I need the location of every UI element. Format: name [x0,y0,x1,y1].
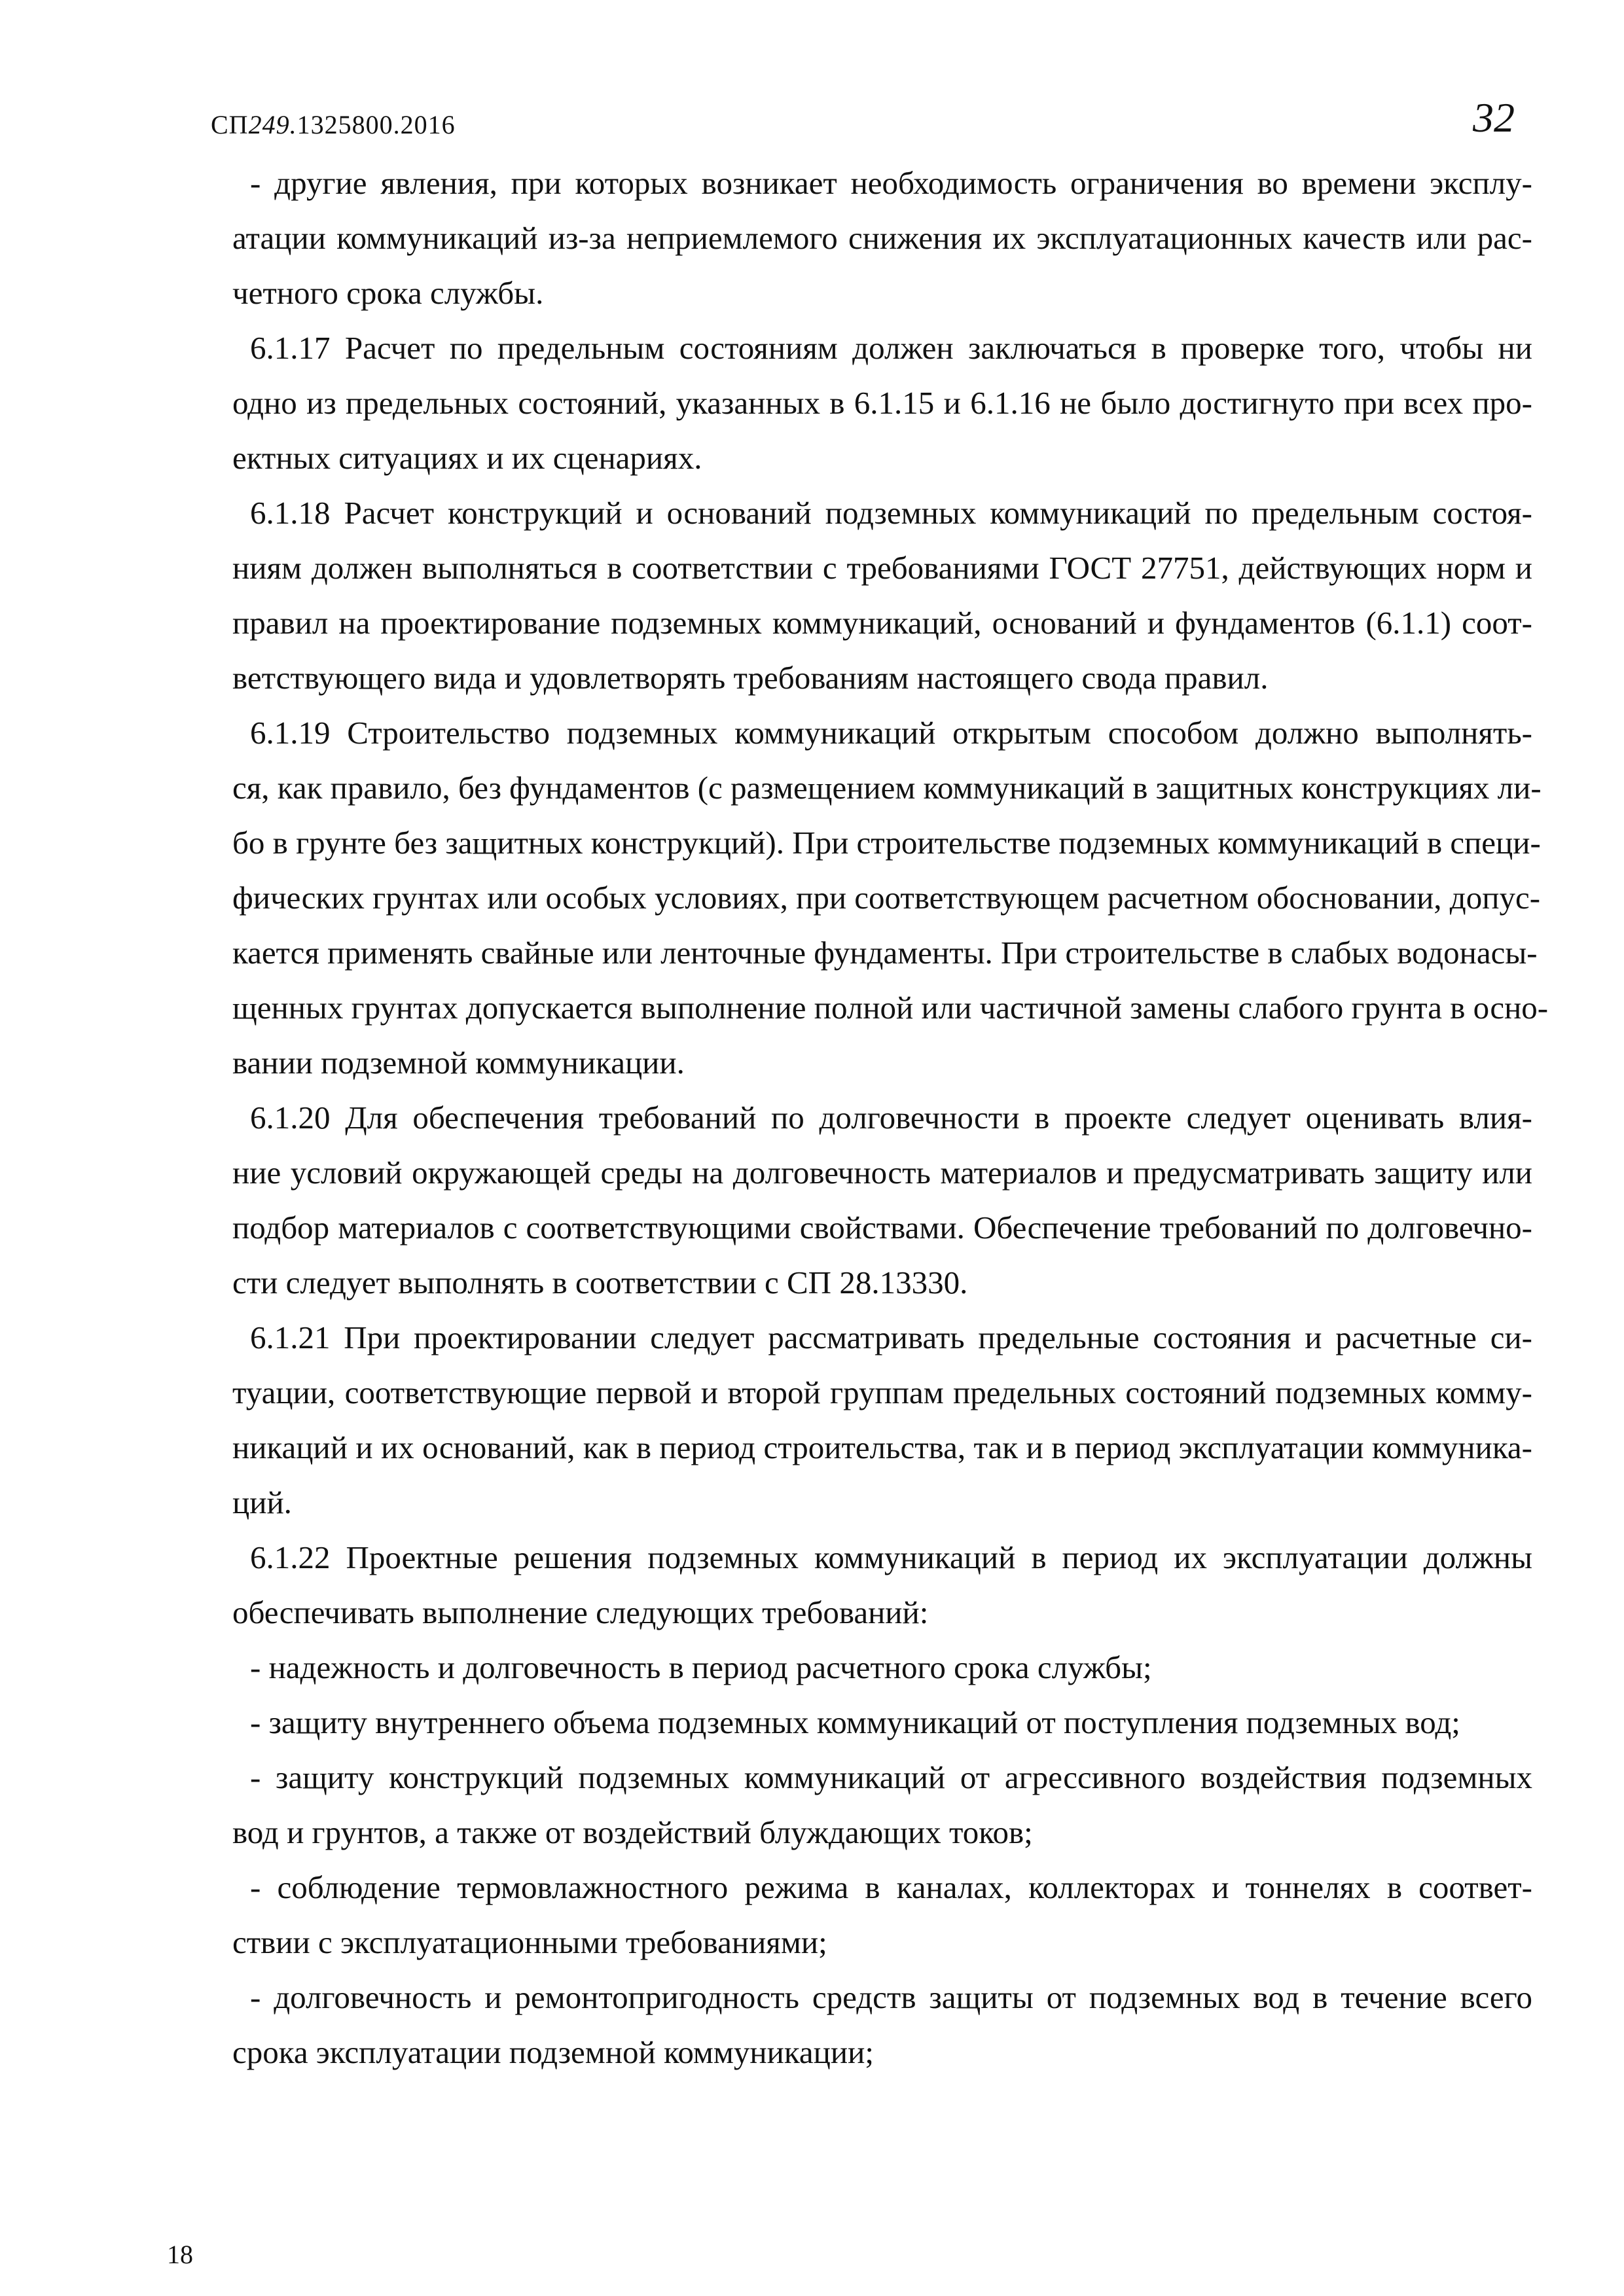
text-line: сти следует выполнять в соответствии с СП 28.13330. [232,1265,968,1300]
text-line: туации, соответствующие первой и второй группам предельных состояний подземных комму- [232,1374,1532,1410]
text-line: щенных грунтах допускается выполнение полной или частичной замены слабого грунта в осно- [232,990,1549,1026]
text-line: - защиту конструкций подземных коммуникаций от агрессивного воздействия подземных [250,1759,1532,1795]
page-number: 18 [167,2240,193,2269]
text-line: вод и грунтов, а также от воздействий блуждающих токов; [232,1814,1033,1850]
text-line: фических грунтах или особых условиях, при соответствующем расчетном обосновании, допус- [232,880,1541,916]
text-line: кается применять свайные или ленточные фундаменты. При строительстве в слабых водонасы- [232,935,1538,971]
document-code-handwritten: 249. [248,110,297,139]
text-line: ся, как правило, без фундаментов (с размещением коммуникаций в защитных конструкциях ли- [232,770,1542,806]
text-line: - надежность и долговечность в период расчетного срока службы; [250,1649,1152,1685]
text-line: бо в грунте без защитных конструкций). При строительстве подземных коммуникаций в специ- [232,825,1541,861]
document-code-suffix: 1325800.2016 [297,110,456,139]
document-code-prefix: СП [211,110,249,139]
text-line: 6.1.17 Расчет по предельным состояниям должен заключаться в проверке того, чтобы ни [250,330,1532,366]
text-line: ветствующего вида и удовлетворять требованиям настоящего свода правил. [232,660,1269,696]
text-line: четного срока службы. [232,275,544,311]
document-body [232,156,1549,2080]
text-line: 6.1.19 Строительство подземных коммуникаций открытым способом должно выполнять- [250,715,1532,751]
text-line: ниям должен выполняться в соответствии с требованиями ГОСТ 27751, действующих норм и [232,550,1532,586]
text-line: атации коммуникаций из-за неприемлемого снижения их эксплуатационных качеств или рас- [232,220,1532,256]
text-line: ектных ситуациях и их сценариях. [232,440,702,476]
text-line: - соблюдение термовлажностного режима в каналах, коллекторах и тоннелях в соответ- [250,1869,1532,1905]
text-line: 6.1.22 Проектные решения подземных коммуникаций в период их эксплуатации должны [250,1539,1532,1575]
text-line: подбор материалов с соответствующими свойствами. Обеспечение требований по долговечно- [232,1210,1532,1246]
text-line: - долговечность и ремонтопригодность средств защиты от подземных вод в течение всего [250,1979,1532,2015]
text-line: 6.1.21 При проектировании следует рассматривать предельные состояния и расчетные си- [250,1319,1532,1355]
text-line: правил на проектирование подземных коммуникаций, оснований и фундаментов (6.1.1) соот- [232,605,1532,641]
text-line: - другие явления, при которых возникает необходимость ограничения во времени эксплу- [250,165,1532,201]
text-line: срока эксплуатации подземной коммуникации; [232,2034,874,2070]
text-line: ствии с эксплуатационными требованиями; [232,1924,827,1960]
text-line: одно из предельных состояний, указанных в 6.1.15 и 6.1.16 не было достигнуто при всех про- [232,385,1532,421]
text-line: 6.1.18 Расчет конструкций и оснований подземных коммуникаций по предельным состоя- [250,495,1532,531]
text-line: ций. [232,1484,292,1520]
text-line: ние условий окружающей среды на долговечность материалов и предусматривать защиту или [232,1155,1532,1191]
text-line: никаций и их оснований, как в период строительства, так и в период эксплуатации коммуника- [232,1429,1532,1465]
handwritten-page-mark: 32 [1473,94,1515,141]
text-line: 6.1.20 Для обеспечения требований по долговечности в проекте следует оценивать влия- [250,1100,1532,1136]
document-code [211,109,456,141]
text-line: обеспечивать выполнение следующих требований: [232,1594,929,1630]
text-line: вании подземной коммуникации. [232,1045,685,1081]
text-line: - защиту внутреннего объема подземных коммуникаций от поступления подземных вод; [250,1704,1460,1740]
